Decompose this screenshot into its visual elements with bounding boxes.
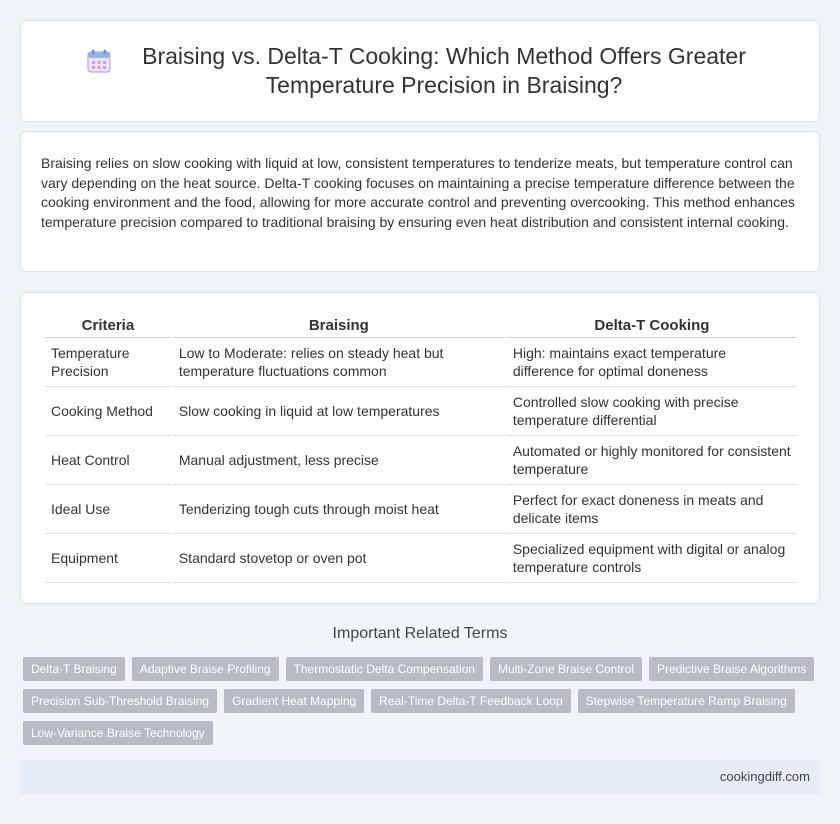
table-cell: Manual adjustment, less precise bbox=[173, 436, 505, 485]
table-cell: High: maintains exact temperature difference for optimal doneness bbox=[507, 338, 797, 387]
header-braising: Braising bbox=[173, 313, 505, 338]
tag-adaptive-braise-profiling[interactable]: Adaptive Braise Profiling bbox=[132, 657, 279, 681]
title-card bbox=[20, 20, 820, 122]
table-cell: Standard stovetop or oven pot bbox=[173, 534, 505, 583]
footer bbox=[20, 760, 820, 794]
table-row bbox=[45, 534, 797, 583]
table-cell: Automated or highly monitored for consistent temperature bbox=[507, 436, 797, 485]
page-title: Braising vs. Delta-T Cooking: Which Method Offers Greater Temperature Precision in Braising? bbox=[142, 43, 746, 98]
header-criteria: Criteria bbox=[45, 313, 171, 338]
table-cell: Specialized equipment with digital or analog temperature controls bbox=[507, 534, 797, 583]
table-cell: Ideal Use bbox=[45, 485, 171, 534]
header-delta-t: Delta-T Cooking bbox=[507, 313, 797, 338]
related-tags bbox=[23, 657, 823, 753]
table-cell: Temperature Precision bbox=[45, 338, 171, 387]
related-terms-heading: Important Related Terms bbox=[332, 625, 508, 642]
table-row bbox=[45, 387, 797, 436]
table-cell: Cooking Method bbox=[45, 387, 171, 436]
table-cell: Perfect for exact doneness in meats and delicate items bbox=[507, 485, 797, 534]
tag-delta-t-braising[interactable]: Delta-T Braising bbox=[23, 657, 125, 681]
table-row bbox=[45, 436, 797, 485]
tag-real-time-delta-t-feedback-loop[interactable]: Real-Time Delta-T Feedback Loop bbox=[371, 689, 570, 713]
tag-low-variance-braise-technology[interactable]: Low-Variance Braise Technology bbox=[23, 721, 213, 745]
footer-site-link[interactable]: cookingdiff.com bbox=[719, 769, 810, 784]
table-row bbox=[45, 338, 797, 387]
comparison-card bbox=[20, 292, 820, 604]
tag-thermostatic-delta-compensation[interactable]: Thermostatic Delta Compensation bbox=[286, 657, 483, 681]
table-cell: Controlled slow cooking with precise temperature differential bbox=[507, 387, 797, 436]
table-cell: Heat Control bbox=[45, 436, 171, 485]
tag-multi-zone-braise-control[interactable]: Multi-Zone Braise Control bbox=[490, 657, 642, 681]
table-row bbox=[45, 485, 797, 534]
tag-gradient-heat-mapping[interactable]: Gradient Heat Mapping bbox=[224, 689, 364, 713]
table-cell: Slow cooking in liquid at low temperatures bbox=[173, 387, 505, 436]
table-cell: Tenderizing tough cuts through moist heat bbox=[173, 485, 505, 534]
calendar-icon bbox=[86, 48, 112, 74]
tag-precision-sub-threshold-braising[interactable]: Precision Sub-Threshold Braising bbox=[23, 689, 217, 713]
table-header-row bbox=[45, 313, 797, 338]
intro-paragraph: Braising relies on slow cooking with liquid at low, consistent temperatures to tenderize meats, but temperature control can vary depending on the heat source. Delta-T cooking focuses on maintaining a precise temperature difference between the cooking environment and the food, allowing for more accurate control and preventing overcooking. This method enhances temperature precision compared to traditional braising by ensuring even heat distribution and consistent internal cooking. bbox=[41, 155, 795, 230]
tag-stepwise-temperature-ramp-braising[interactable]: Stepwise Temperature Ramp Braising bbox=[578, 689, 795, 713]
table-cell: Low to Moderate: relies on steady heat but temperature fluctuations common bbox=[173, 338, 505, 387]
intro-card bbox=[20, 131, 820, 272]
tag-predictive-braise-algorithms[interactable]: Predictive Braise Algorithms bbox=[649, 657, 814, 681]
comparison-table bbox=[43, 313, 799, 583]
title-wrap bbox=[86, 42, 754, 100]
table-cell: Equipment bbox=[45, 534, 171, 583]
